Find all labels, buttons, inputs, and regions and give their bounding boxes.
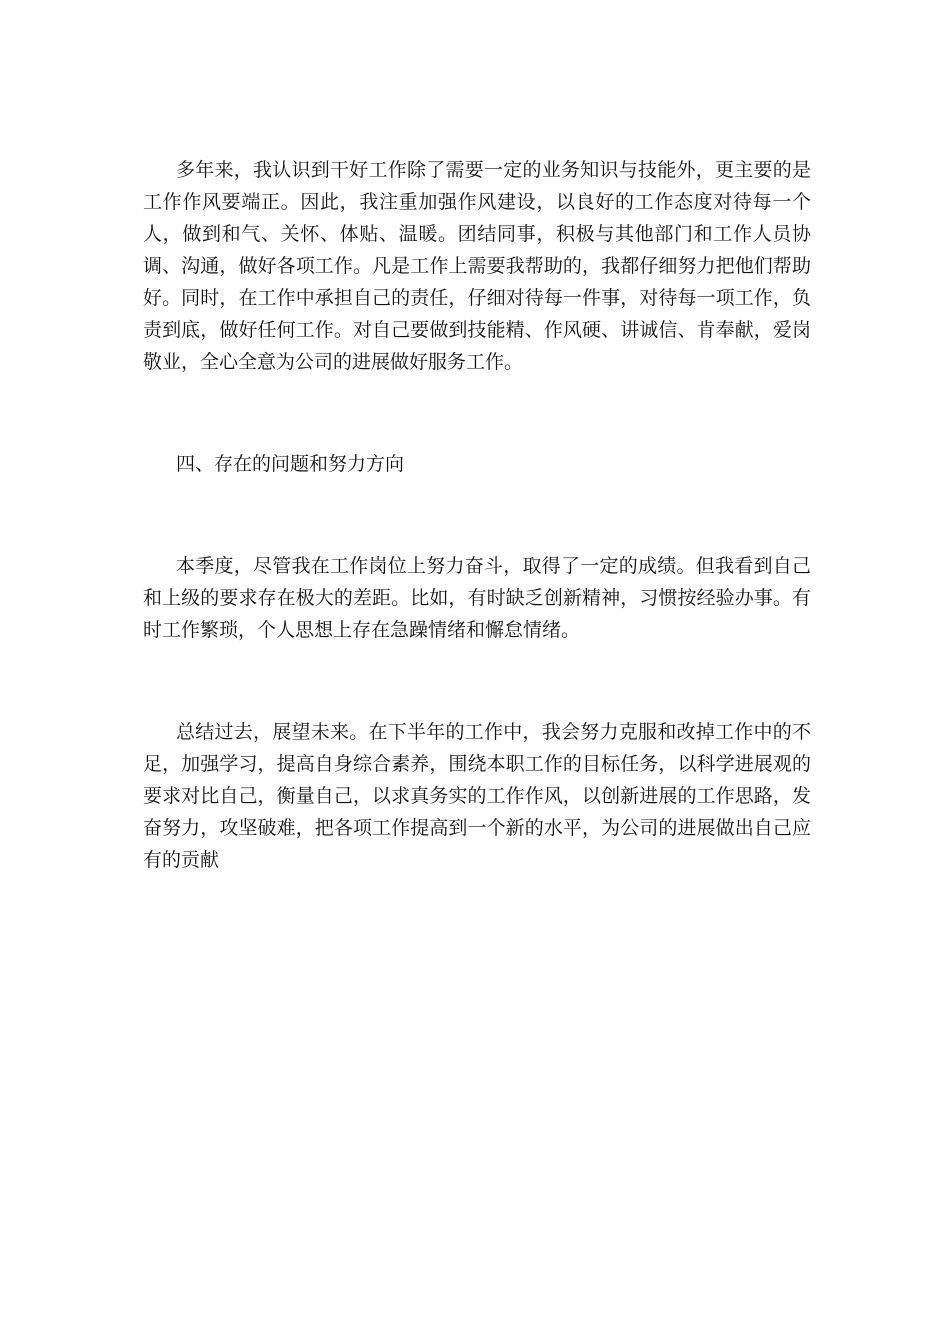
paragraph-work-style: 多年来，我认识到干好工作除了需要一定的业务知识与技能外，更主要的是工作作风要端正。因此，我注重加强作风建设，以良好的工作态度对待每一个人，做到和气、关怀、体贴、温暖。团结同事，积极与其他部门和工作人员协调、沟通，做好各项工作。凡是工作上需要我帮助的，我都仔细努力把他们帮助好。同时，在工作中承担自己的责任，仔细对待每一件事，对待每一项工作，负责到底，做好任何工作。对自己要做到技能精、作风硬、讲诚信、肯奉献，爱岗敬业，全心全意为公司的进展做好服务工作。 <box>143 159 811 373</box>
section-heading-problems-direction: 四、存在的问题和努力方向 <box>176 453 405 475</box>
paragraph-problems: 本季度，尽管我在工作岗位上努力奋斗，取得了一定的成绩。但我看到自己和上级的要求存在极大的差距。比如，有时缺乏创新精神，习惯按经验办事。有时工作繁琐，个人思想上存在急躁情绪和懈怠情绪。 <box>143 555 811 641</box>
paragraph-summary-outlook: 总结过去，展望未来。在下半年的工作中，我会努力克服和改掉工作中的不足，加强学习，提高自身综合素养，围绕本职工作的目标任务，以科学进展观的要求对比自己，衡量自己，以求真务实的工作作风，以创新进展的工作思路，发奋努力，攻坚破难，把各项工作提高到一个新的水平，为公司的进展做出自己应有的贡献 <box>143 721 811 871</box>
document-body <box>143 154 811 876</box>
